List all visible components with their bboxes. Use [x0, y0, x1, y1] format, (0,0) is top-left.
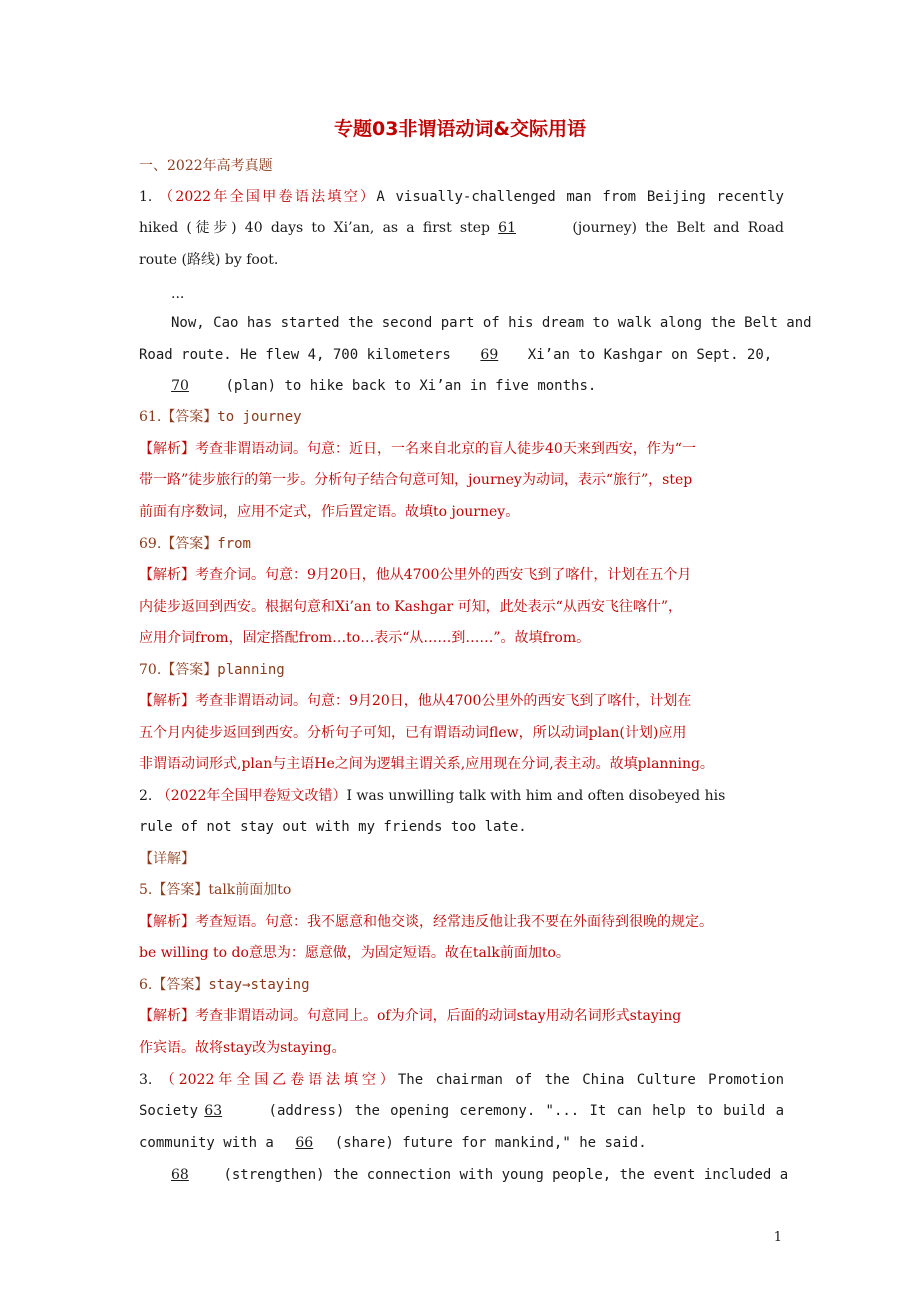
q2-text-1: I was unwilling talk with him and often disobeyed his — [346, 788, 726, 804]
answer-70 — [139, 660, 784, 680]
q3-text-4: (strengthen) the connection with young people, the event included a — [223, 1167, 789, 1183]
answer-69 — [139, 534, 784, 554]
explain-70-3: 非谓语动词形式,plan与主语He之间为逻辑主谓关系,应用现在分词,表主动。故填planning。 — [139, 756, 714, 772]
page-title: 专题03非谓语动词&交际用语 — [333, 118, 586, 140]
blank-69[interactable]: 69 — [480, 347, 499, 363]
q1-line-3: route (路线) by foot. — [139, 252, 279, 268]
blank-68[interactable]: 68 — [171, 1167, 189, 1183]
answer-5 — [139, 880, 784, 900]
explain-61-2: 带一路”徒步旅行的第一步。分析句子结合句意可知，journey为动词，表示“旅行”，step — [139, 472, 693, 488]
q2-source: （2022年全国甲卷短文改错） — [156, 788, 347, 804]
q1-line-4: Now, Cao has started the second part of his dream to walk along the Belt and — [171, 315, 812, 331]
q3-text-3b: (share) future for mankind," he said. — [334, 1135, 647, 1151]
answer-70-value: planning — [217, 662, 285, 678]
q1-line-5 — [139, 345, 784, 365]
explain-5-2: be willing to do意思为：愿意做，为固定短语。故在talk前面加to。 — [139, 945, 570, 961]
q3-line-2 — [139, 1101, 784, 1121]
q1-line-1 — [139, 187, 784, 207]
blank-70[interactable]: 70 — [171, 378, 189, 394]
answer-5-value: talk前面加to — [208, 882, 292, 898]
q3-text-3a: community with a — [139, 1135, 274, 1151]
answer-6 — [139, 975, 784, 995]
blank-66[interactable]: 66 — [295, 1135, 314, 1151]
q3-number: 3. — [139, 1072, 153, 1088]
q1-line-2 — [139, 218, 784, 238]
q1-text-5b: Xi’an to Kashgar on Sept. 20, — [527, 347, 773, 363]
answer-61-head: 61.【答案】 — [139, 409, 218, 425]
answer-6-value: stay→staying — [208, 977, 310, 993]
q3-line-3 — [139, 1133, 784, 1153]
blank-61[interactable]: 61 — [498, 220, 516, 236]
explain-61-1: 【解析】考查非谓语动词。句意：近日，一名来自北京的盲人徒步40天来到西安，作为“一 — [139, 441, 696, 457]
q3-source: （2022年全国乙卷语法填空） — [160, 1072, 398, 1088]
answer-69-head: 69.【答案】 — [139, 536, 218, 552]
explain-61-3: 前面有序数词，应用不定式，作后置定语。故填to journey。 — [139, 504, 520, 520]
q1-text-5a: Road route. He flew 4, 700 kilometers — [139, 347, 451, 363]
q1-ellipsis: ... — [171, 286, 185, 302]
answer-70-head: 70.【答案】 — [139, 662, 218, 678]
q1-line-6 — [139, 376, 784, 396]
q3-text-1: The chairman of the China Culture Promotion — [397, 1072, 784, 1088]
q1-text-2b: (journey) the Belt and Road — [572, 220, 784, 236]
explain-70-2: 五个月内徒步返回到西安。分析句子可知，已有谓语动词flew，所以动词plan(计划)应用 — [139, 725, 687, 741]
q1-number: 1. — [139, 189, 153, 205]
q3-text-2a: Society — [139, 1103, 199, 1119]
explain-6-2: 作宾语。故将stay改为staying。 — [139, 1040, 346, 1056]
explain-5-1: 【解析】考查短语。句意：我不愿意和他交谈，经常违反他让我不要在外面待到很晚的规定。 — [139, 914, 713, 930]
q2-line-1 — [139, 786, 784, 806]
answer-61 — [139, 407, 784, 427]
q2-line-2: rule of not stay out with my friends too late. — [139, 819, 527, 835]
answer-69-value: from — [217, 536, 251, 552]
q1-text-1: A visually-challenged man from Beijing recently — [376, 189, 784, 205]
explain-69-3: 应用介词from，固定搭配from…to…表示“从……到……”。故填from。 — [139, 630, 591, 646]
q2-number: 2. — [139, 788, 153, 804]
answer-61-value: to journey — [217, 409, 302, 425]
q3-line-1 — [139, 1070, 784, 1090]
answer-5-head: 5.【答案】 — [139, 882, 209, 898]
q3-line-4 — [171, 1165, 789, 1185]
q1-source: （2022年全国甲卷语法填空） — [159, 189, 377, 205]
blank-63[interactable]: 63 — [204, 1103, 223, 1119]
page-number: 1 — [773, 1230, 782, 1245]
q1-text-2a: hiked (徒步) 40 days to Xi’an, as a first step — [139, 220, 490, 236]
q3-text-2b: (address) the opening ceremony. "... It can help to build a — [268, 1103, 784, 1119]
detail-heading: 【详解】 — [139, 851, 195, 867]
section-heading: 一、2022年高考真题 — [139, 158, 273, 174]
q1-text-6: (plan) to hike back to Xi’an in five months. — [225, 378, 597, 394]
explain-69-1: 【解析】考查介词。句意：9月20日，他从4700公里外的西安飞到了喀什，计划在五个月 — [139, 567, 692, 583]
explain-69-2: 内徒步返回到西安。根据句意和Xi’an to Kashgar 可知，此处表示“从西安飞往喀什”， — [139, 599, 682, 615]
answer-6-head: 6.【答案】 — [139, 977, 209, 993]
explain-70-1: 【解析】考查非谓语动词。句意：9月20日，他从4700公里外的西安飞到了喀什，计划在 — [139, 693, 692, 709]
explain-6-1: 【解析】考查非谓语动词。句意同上。of为介词，后面的动词stay用动名词形式staying — [139, 1008, 682, 1024]
